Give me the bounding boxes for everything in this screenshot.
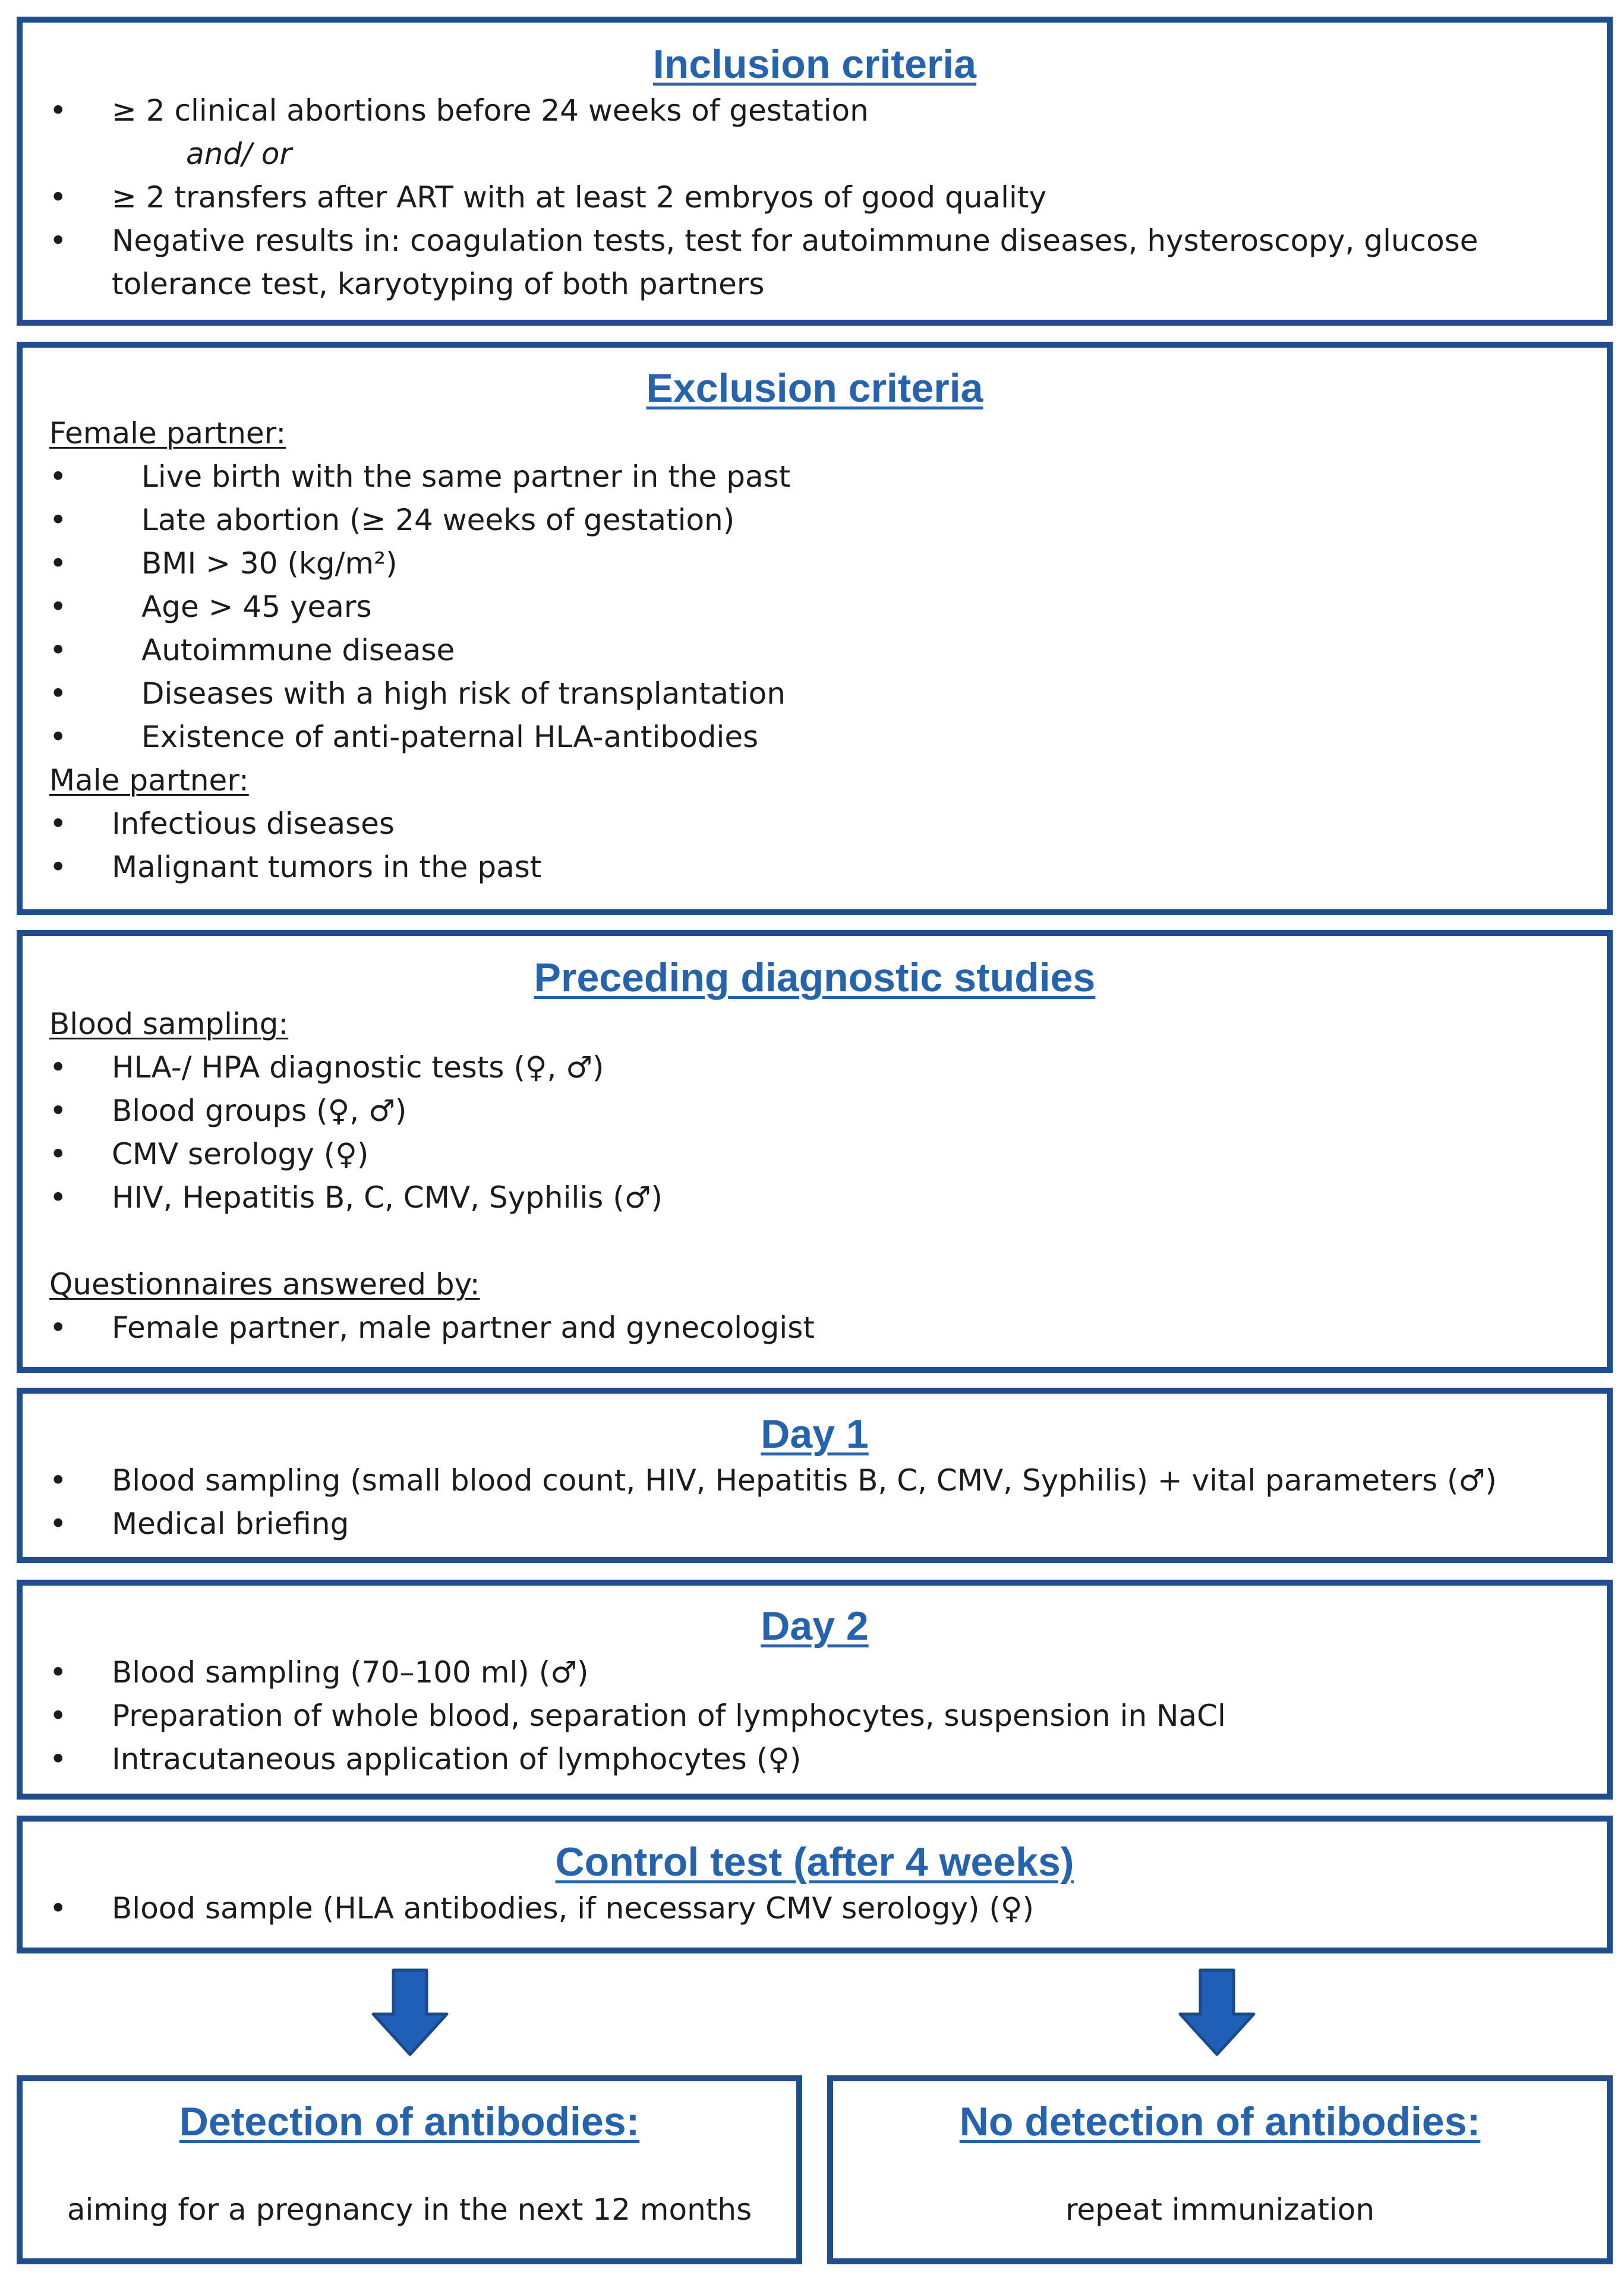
day1-box	[17, 1388, 1613, 1563]
inclusion-title: Inclusion criteria	[652, 42, 977, 87]
day1-title: Day 1	[761, 1411, 869, 1457]
inclusion-item-2: ≥ 2 transfers after ART with at least 2 embryos of good quality	[112, 180, 1047, 215]
control-item: Blood sample (HLA antibodies, if necessary CMV serology) (♀)	[112, 1891, 1035, 1926]
blood-item: HLA-/ HPA diagnostic tests (♀, ♂)	[112, 1050, 604, 1085]
bullet: •	[49, 676, 67, 711]
bullet: •	[49, 633, 67, 667]
exclusion-female-item: Existence of anti-paternal HLA-antibodies	[141, 720, 759, 754]
preceding-studies-box	[17, 930, 1613, 1373]
exclusion-male-item: Infectious diseases	[112, 806, 395, 841]
exclusion-male-item: Malignant tumors in the past	[112, 850, 542, 884]
list-item	[49, 1738, 1583, 1781]
list-item	[49, 585, 1583, 629]
day1-item: Blood sampling (small blood count, HIV, Hepatitis B, C, CMV, Syphilis) + vital parameters (♂)	[112, 1463, 1497, 1498]
exclusion-female-item: Late abortion (≥ 24 weeks of gestation)	[141, 503, 735, 537]
list-item	[49, 1694, 1583, 1738]
no-detection-outcome-box	[827, 2075, 1613, 2264]
list-item	[49, 542, 1583, 585]
list-item	[49, 1133, 1583, 1176]
questionnaire-item: Female partner, male partner and gynecologist	[112, 1310, 815, 1345]
list-item	[49, 1306, 1583, 1350]
list-item	[49, 629, 1583, 672]
day2-item: Intracutaneous application of lymphocytes (♀)	[112, 1742, 802, 1776]
female-partner-label: Female partner:	[49, 416, 286, 450]
bullet: •	[49, 590, 67, 624]
day2-item: Blood sampling (70–100 ml) (♂)	[112, 1655, 589, 1690]
exclusion-female-item: Live birth with the same partner in the past	[141, 459, 791, 494]
bullet: •	[49, 1137, 67, 1171]
arrow-down-right-shape	[1180, 1970, 1254, 2055]
arrow-down-icon	[1178, 1968, 1256, 2057]
bullet: •	[49, 1507, 67, 1541]
list-item	[49, 176, 1583, 219]
list-item	[49, 802, 1583, 846]
day2-item: Preparation of whole blood, separation of lymphocytes, suspension in NaCl	[112, 1699, 1226, 1733]
bullet: •	[49, 503, 67, 537]
list-item	[49, 89, 1583, 133]
list-item	[49, 1176, 1583, 1220]
inclusion-item-1: ≥ 2 clinical abortions before 24 weeks of gestation	[112, 93, 869, 128]
exclusion-female-item: BMI > 30 (kg/m²)	[141, 546, 398, 581]
bullet: •	[49, 223, 67, 258]
day2-title: Day 2	[761, 1603, 869, 1649]
blood-item: CMV serology (♀)	[112, 1137, 369, 1171]
blood-item: HIV, Hepatitis B, C, CMV, Syphilis (♂)	[112, 1180, 663, 1215]
bullet: •	[49, 1742, 67, 1776]
inclusion-item-3: Negative results in: coagulation tests, test for autoimmune diseases, hysteroscopy, glucose tolerance test, karyotyping of both partners	[112, 223, 1478, 301]
bullet: •	[49, 546, 67, 581]
control-title: Control test (after 4 weeks)	[555, 1839, 1074, 1885]
list-item	[49, 219, 1583, 306]
bullet: •	[49, 850, 67, 884]
exclusion-title: Exclusion criteria	[646, 365, 983, 411]
list-item	[49, 716, 1583, 759]
bullet: •	[49, 93, 67, 128]
arrow-down-icon	[371, 1968, 449, 2057]
list-item	[49, 455, 1583, 499]
list-item	[49, 1046, 1583, 1089]
bullet: •	[49, 1699, 67, 1733]
list-item	[49, 1459, 1583, 1502]
day1-item: Medical briefing	[112, 1507, 349, 1541]
arrow-down-left-shape	[373, 1970, 447, 2055]
list-item	[49, 499, 1583, 542]
blood-item: Blood groups (♀, ♂)	[112, 1094, 407, 1128]
bullet: •	[49, 1310, 67, 1345]
exclusion-female-item: Autoimmune disease	[141, 633, 455, 667]
exclusion-female-item: Diseases with a high risk of transplantation	[141, 676, 786, 711]
male-partner-label: Male partner:	[49, 763, 249, 798]
inclusion-criteria-box	[17, 17, 1613, 326]
questionnaires-label: Questionnaires answered by:	[49, 1267, 480, 1302]
detection-text: aiming for a pregnancy in the next 12 months	[67, 2192, 752, 2227]
bullet: •	[49, 1180, 67, 1215]
list-item	[49, 846, 1583, 889]
bullet: •	[49, 1891, 67, 1926]
detection-outcome-box	[17, 2075, 802, 2264]
bullet: •	[49, 720, 67, 754]
bullet: •	[49, 1463, 67, 1498]
preceding-title: Preceding diagnostic studies	[534, 955, 1096, 1000]
exclusion-criteria-box	[17, 342, 1613, 915]
bullet: •	[49, 1655, 67, 1690]
bullet: •	[49, 459, 67, 494]
exclusion-female-item: Age > 45 years	[141, 590, 372, 624]
list-item	[49, 1089, 1583, 1133]
control-test-box	[17, 1816, 1613, 1953]
bullet: •	[49, 1094, 67, 1128]
list-item	[49, 1887, 1583, 1930]
list-item	[49, 672, 1583, 716]
day2-box	[17, 1580, 1613, 1800]
list-item	[49, 1651, 1583, 1694]
list-item	[49, 1502, 1583, 1546]
no-detection-text: repeat immunization	[1065, 2192, 1375, 2227]
bullet: •	[49, 1050, 67, 1085]
bullet: •	[49, 180, 67, 215]
inclusion-connector: and/ or	[186, 137, 292, 171]
bullet: •	[49, 806, 67, 841]
no-detection-title: No detection of antibodies:	[959, 2099, 1481, 2144]
blood-sampling-label: Blood sampling:	[49, 1007, 289, 1041]
detection-title: Detection of antibodies:	[179, 2099, 640, 2144]
